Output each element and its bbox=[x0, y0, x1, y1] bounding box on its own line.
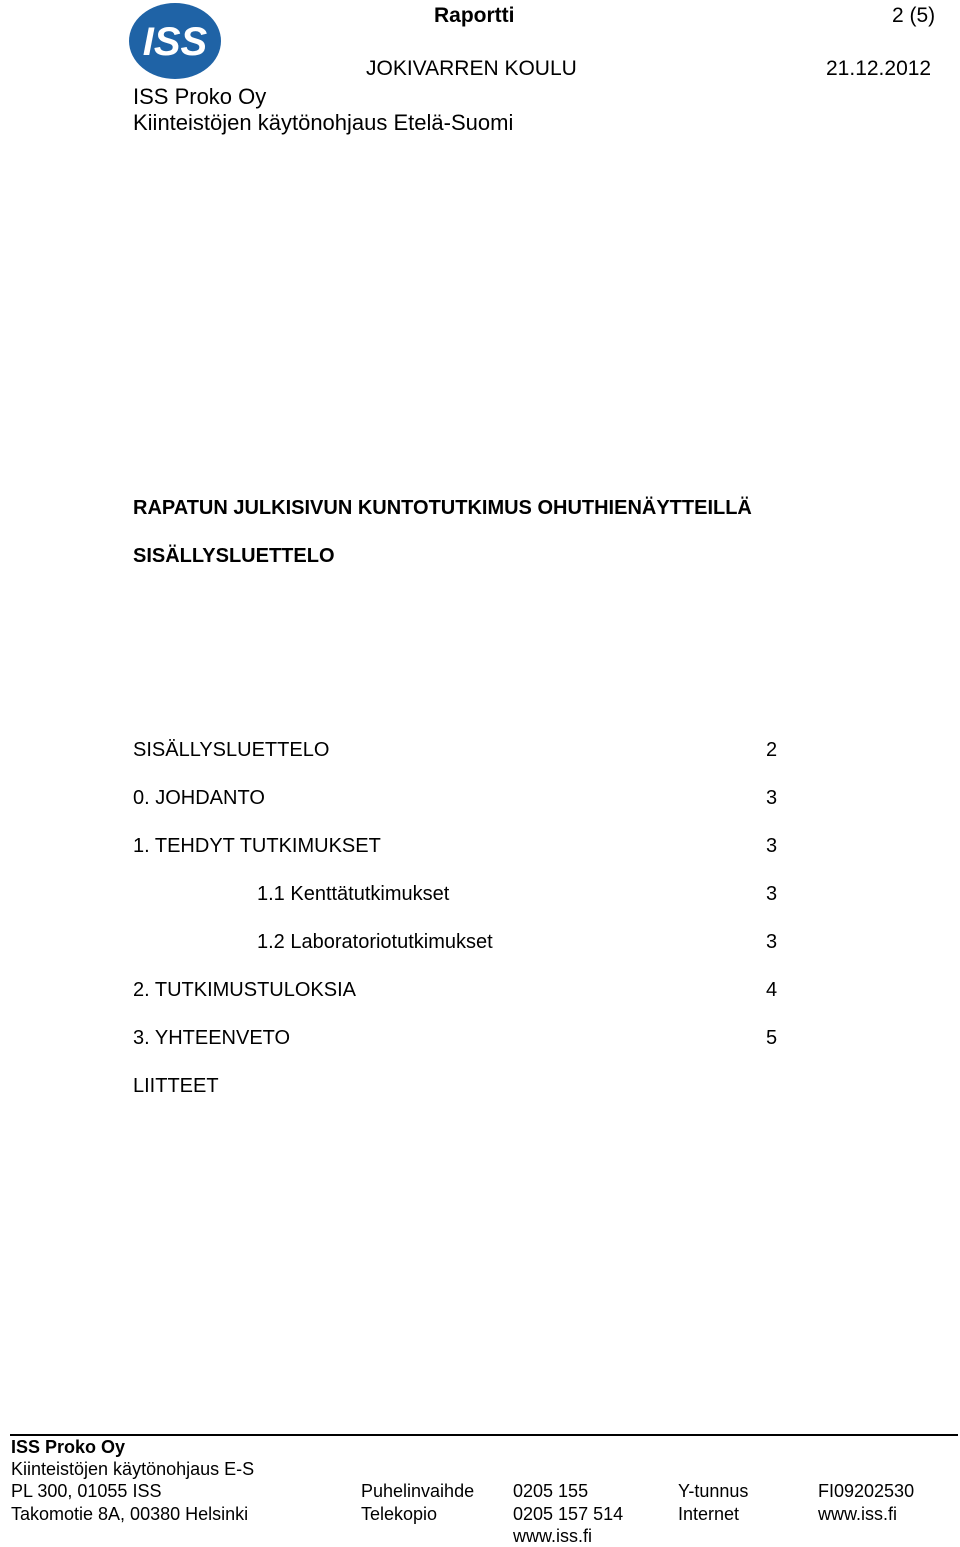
toc-entry bbox=[133, 1073, 783, 1121]
toc-label: 2. TUTKIMUSTULOKSIA bbox=[133, 979, 357, 1001]
footer-phone-value: 0205 155 bbox=[513, 1481, 589, 1501]
footer-internet-link[interactable]: www.iss.fi bbox=[818, 1504, 898, 1524]
toc-entry bbox=[133, 737, 783, 785]
toc-label: 1. TEHDYT TUTKIMUKSET bbox=[133, 835, 381, 857]
toc-page-number: 4 bbox=[766, 979, 778, 1001]
toc-heading: SISÄLLYSLUETTELO bbox=[133, 545, 335, 567]
toc-label: 1.2 Laboratoriotutkimukset bbox=[257, 931, 493, 953]
toc-subentry bbox=[133, 929, 783, 977]
toc-page-number: 3 bbox=[766, 883, 778, 905]
project-name: JOKIVARREN KOULU bbox=[366, 57, 577, 80]
toc-label: 1.1 Kenttätutkimukset bbox=[257, 883, 450, 905]
page-indicator: 2 (5) bbox=[892, 4, 936, 27]
footer-street-address: Takomotie 8A, 00380 Helsinki bbox=[11, 1504, 249, 1524]
document-title: RAPATUN JULKISIVUN KUNTOTUTKIMUS OHUTHIENÄYTTEILLÄ bbox=[133, 497, 752, 519]
toc-entry bbox=[133, 1025, 783, 1073]
footer-web-link[interactable]: www.iss.fi bbox=[513, 1526, 593, 1546]
table-of-contents bbox=[133, 737, 783, 1121]
toc-page-number: 3 bbox=[766, 931, 778, 953]
footer-divider bbox=[10, 1434, 958, 1436]
footer-business-id-label: Y-tunnus bbox=[678, 1481, 749, 1501]
toc-page-number: 2 bbox=[766, 739, 778, 761]
footer-unit: Kiinteistöjen käytönohjaus E-S bbox=[11, 1459, 255, 1479]
logo-text: ISS bbox=[142, 20, 208, 64]
company-unit: Kiinteistöjen käytönohjaus Etelä-Suomi bbox=[133, 110, 514, 135]
toc-entry bbox=[133, 785, 783, 833]
toc-page-number: 3 bbox=[766, 835, 778, 857]
footer-business-id-value: FI09202530 bbox=[818, 1481, 915, 1501]
toc-page-number: 3 bbox=[766, 787, 778, 809]
footer-internet-label: Internet bbox=[678, 1504, 740, 1524]
footer-company: ISS Proko Oy bbox=[11, 1437, 126, 1457]
document-date: 21.12.2012 bbox=[826, 57, 932, 80]
document-type: Raportti bbox=[434, 4, 515, 27]
toc-label: 0. JOHDANTO bbox=[133, 787, 265, 809]
footer-phone-label: Puhelinvaihde bbox=[361, 1481, 475, 1501]
toc-label: 3. YHTEENVETO bbox=[133, 1027, 291, 1049]
footer-fax-value: 0205 157 514 bbox=[513, 1504, 624, 1524]
toc-entry bbox=[133, 833, 783, 881]
toc-label: LIITTEET bbox=[133, 1075, 219, 1097]
company-name: ISS Proko Oy bbox=[133, 84, 267, 109]
footer-postal-address: PL 300, 01055 ISS bbox=[11, 1481, 162, 1501]
toc-page-number: 5 bbox=[766, 1027, 778, 1049]
toc-entry bbox=[133, 977, 783, 1025]
iss-logo bbox=[128, 2, 222, 80]
toc-label: SISÄLLYSLUETTELO bbox=[133, 739, 330, 761]
footer-fax-label: Telekopio bbox=[361, 1504, 438, 1524]
toc-subentry bbox=[133, 881, 783, 929]
